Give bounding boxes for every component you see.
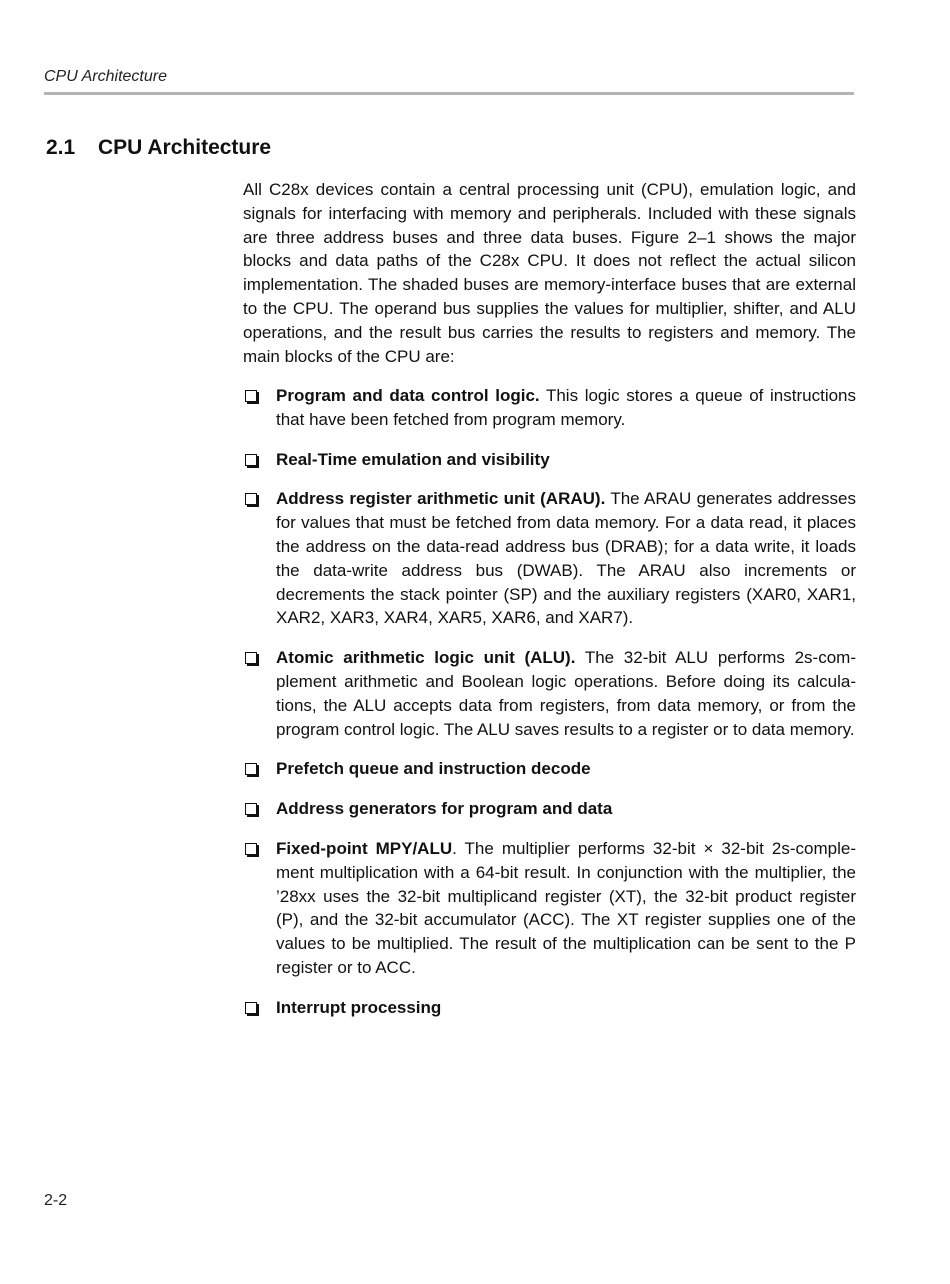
section-title: CPU Architecture	[98, 136, 272, 159]
checkbox-square-icon	[245, 1002, 257, 1014]
section-number: 2.1	[46, 136, 76, 159]
list-item	[243, 646, 856, 741]
list-item	[243, 757, 856, 781]
running-header-title: CPU Architecture	[44, 68, 167, 85]
checkbox-square-icon	[245, 763, 257, 775]
list-item	[243, 837, 856, 980]
checkbox-square-icon	[245, 493, 257, 505]
list-item-text: The 32-bit ALU performs 2s-complement arithmetic and Boolean logic operations. Before doing its calculations, the ALU accepts data from registers, from data memory, or from the program control logic. The ALU saves results to a register or to data memory.	[276, 648, 857, 739]
checkbox-square-icon	[245, 454, 257, 466]
list-item	[243, 797, 856, 821]
list-item	[243, 448, 856, 472]
checkbox-square-icon	[245, 843, 257, 855]
list-item	[243, 487, 856, 630]
intro-paragraph: All C28x devices contain a central processing unit (CPU), emulation logic, and signals for interfacing with memory and peripherals. Included with these signals are three address buses and three data buses. Figure 2–1 shows the major blocks and data paths of the C28x CPU. It does not reflect the actual silicon implementation. The shaded buses are memory-interface buses that are external to the CPU. The operand bus supplies the values for multiplier, shifter, and ALU operations, and the result bus carries the results to registers and memory. The main blocks of the CPU are:	[243, 180, 856, 366]
list-item	[243, 384, 856, 432]
header-rule	[44, 92, 854, 95]
list-item-text: . The multiplier performs 32-bit × 32-bit 2s-complement multiplication with a 64-bit result. In conjunction with the multiplier, the ’28xx uses the 32-bit multiplicand register (XT), the 32-bit product register (P), and the 32-bit accumulator (ACC). The XT register supplies one of the values to be multiplied. The result of the multiplication can be sent to the P register or to ACC.	[276, 838, 856, 977]
list-item-term: Address register arithmetic unit (ARAU).	[276, 489, 606, 509]
checkbox-square-icon	[245, 652, 257, 664]
list-item-term: Fixed-point MPY/ALU	[276, 838, 453, 858]
page-number: 2-2	[44, 1192, 68, 1209]
list-item-term: Interrupt processing	[276, 997, 442, 1017]
list-item-text: This logic stores a queue of instructions that have been fetched from program memory.	[276, 386, 857, 429]
list-item-term: Real-Time emulation and visibility	[276, 449, 550, 469]
list-item-text: The ARAU generates addresses for values that must be fetched from data memory. For a data read, it places the address on the data-read address bus (DRAB); for a data write, it loads the data-write address bus (DWAB). The ARAU also increments or decrements the stack pointer (SP) and the auxiliary registers (XAR0, XAR1, XAR2, XAR3, XAR4, XAR5, XAR6, and XAR7).	[276, 489, 856, 628]
cpu-blocks-list	[243, 384, 856, 1036]
section-heading	[46, 136, 271, 160]
checkbox-square-icon	[245, 390, 257, 402]
list-item-term: Program and data control logic.	[276, 386, 540, 405]
list-item-term: Address generators for program and data	[276, 799, 613, 819]
checkbox-square-icon	[245, 803, 257, 815]
list-item-term: Atomic arithmetic logic unit (ALU).	[276, 648, 576, 668]
list-item-term: Prefetch queue and instruction decode	[276, 759, 591, 779]
list-item	[243, 996, 856, 1020]
